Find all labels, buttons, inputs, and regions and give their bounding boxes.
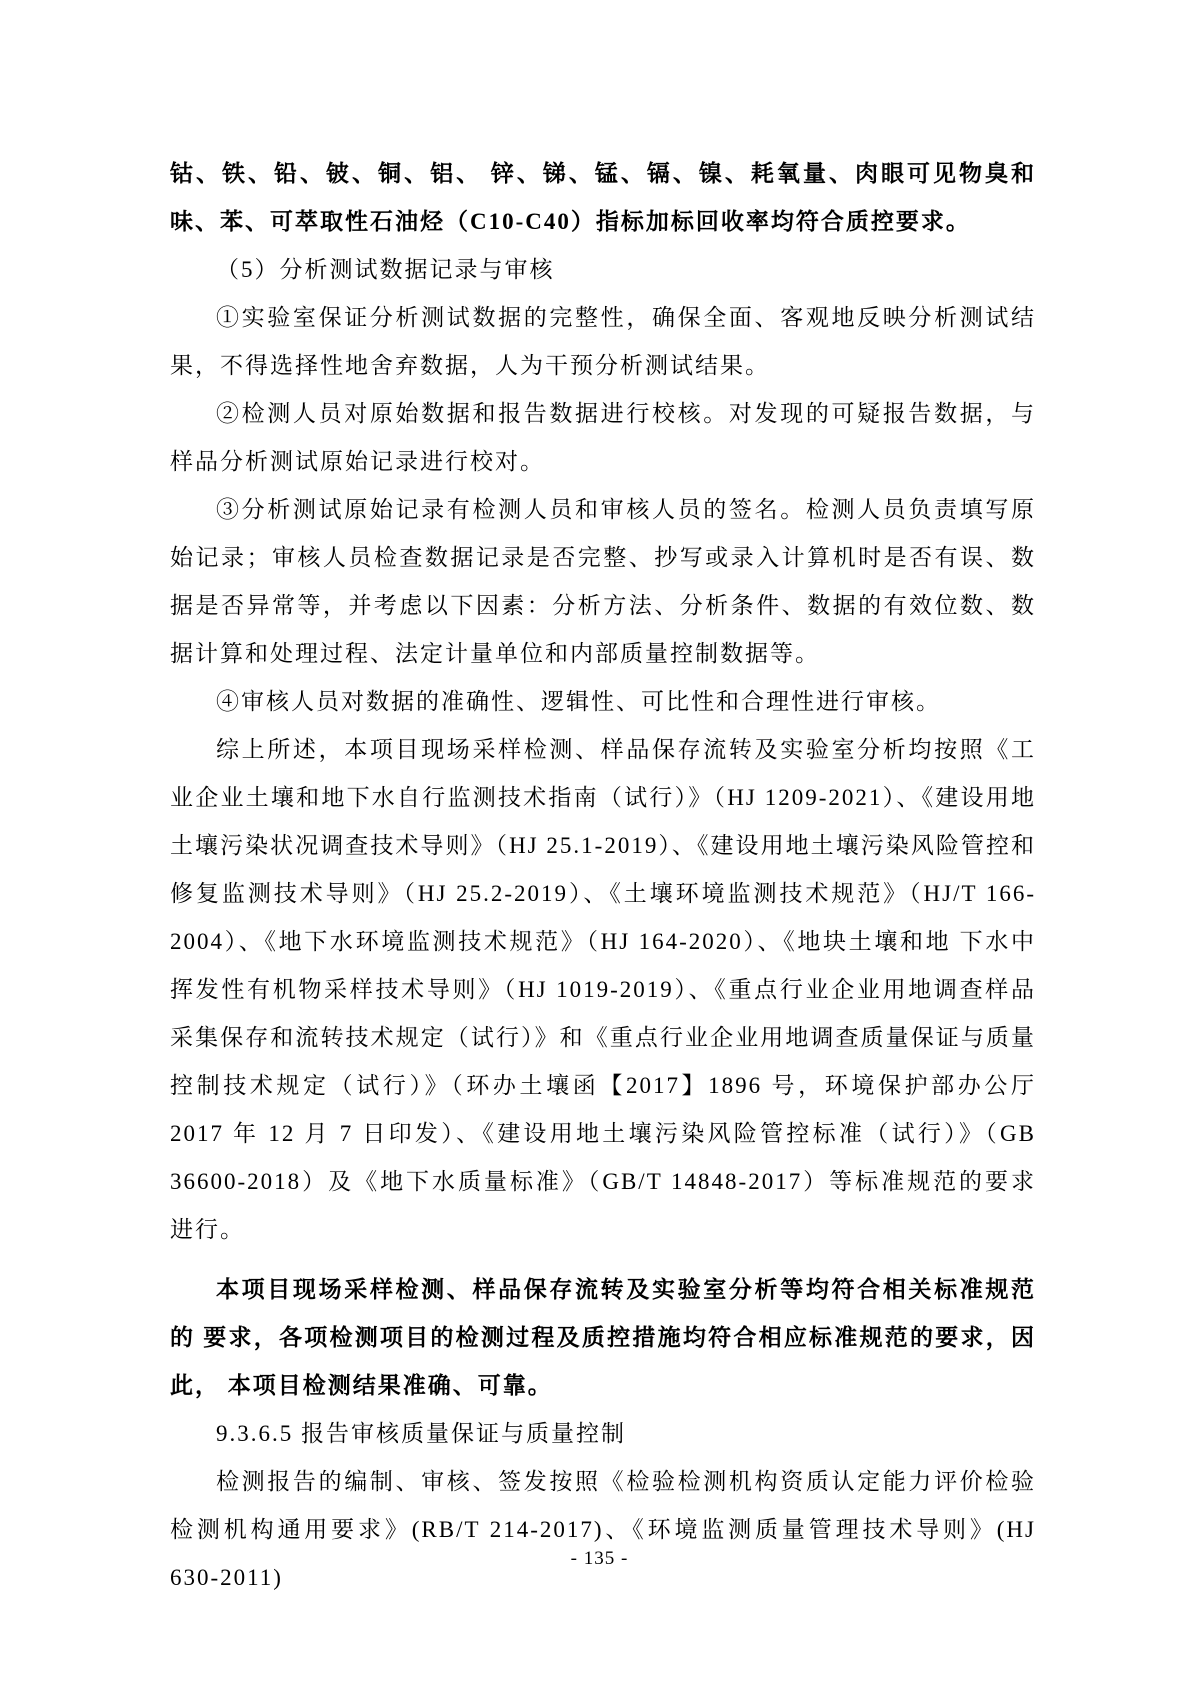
paragraph-heading-item-5: （5）分析测试数据记录与审核 (216, 257, 555, 282)
paragraph-summary-standards: 综上所述，本项目现场采样检测、样品保存流转及实验室分析均按照《工业企业土壤和地下水自行监测技术指南（试行）》（HJ 1209-2021）、《建设用地土壤污染状况调查技术导则》（HJ 25.1-2019）、《建设用地土壤污染风险管控和修复监测技术导则》（HJ 25.2-2019）、《土壤环境监测技术规范》（HJ/T 166-2004）、《地下水环境监测技术规范》（HJ 164-2020）、《地块土壤和地 下水中挥发性有机物采样技术导则》（HJ 1019-2019）、《重点行业企业用地调查样品采集保存和流转技术规定（试行）》和《重点行业企业用地调查质量保证与质量控制技术规定（试行）》（环办土壤函【2017】1896 号，环境保护部办公厅 2017 年 12 月 7 日印发）、《建设用地土壤污染风险管控标准（试行）》（GB 36600-2018）及《地下水质量标准》（GB/T 14848-2017）等标准规范的要求进行。 (170, 737, 1036, 1242)
paragraph-qc-recovery-conclusion: 钴、铁、铅、铍、铜、铝、 锌、锑、锰、镉、镍、耗氧量、肉眼可见物臭和味、苯、可萃取性石油烃（C10-C40）指标加标回收率均符合质控要求。 (170, 161, 1036, 234)
paragraph-item-1-lab-integrity: ①实验室保证分析测试数据的完整性，确保全面、客观地反映分析测试结果，不得选择性地舍弃数据，人为干预分析测试结果。 (170, 305, 1036, 378)
paragraph-heading-9-3-6-5: 9.3.6.5 报告审核质量保证与质量控制 (216, 1421, 626, 1446)
paragraph-report-review-intro: 检测报告的编制、审核、签发按照《检验检测机构资质认定能力评价检验检测机构通用要求》(RB/T 214-2017)、《环境监测质量管理技术导则》(HJ 630-2011) (170, 1469, 1036, 1590)
paragraph-item-3-signature-review: ③分析测试原始记录有检测人员和审核人员的签名。检测人员负责填写原始记录；审核人员检查数据记录是否完整、抄写或录入计算机时是否有误、数据是否异常等，并考虑以下因素：分析方法、分析条件、数据的有效位数、数据计算和处理过程、法定计量单位和内部质量控制数据等。 (170, 497, 1036, 666)
paragraph-conclusion-statement: 本项目现场采样检测、样品保存流转及实验室分析等均符合相关标准规范的 要求，各项检测项目的检测过程及质控措施均符合相应标准规范的要求，因此， 本项目检测结果准确、可靠。 (170, 1277, 1036, 1398)
paragraph-item-2-data-check: ②检测人员对原始数据和报告数据进行校核。对发现的可疑报告数据，与样品分析测试原始记录进行校对。 (170, 401, 1036, 474)
paragraph-item-4-accuracy-review: ④审核人员对数据的准确性、逻辑性、可比性和合理性进行审核。 (216, 689, 941, 714)
page-number: - 135 - (570, 1548, 629, 1569)
page-body-text (170, 150, 1036, 1602)
